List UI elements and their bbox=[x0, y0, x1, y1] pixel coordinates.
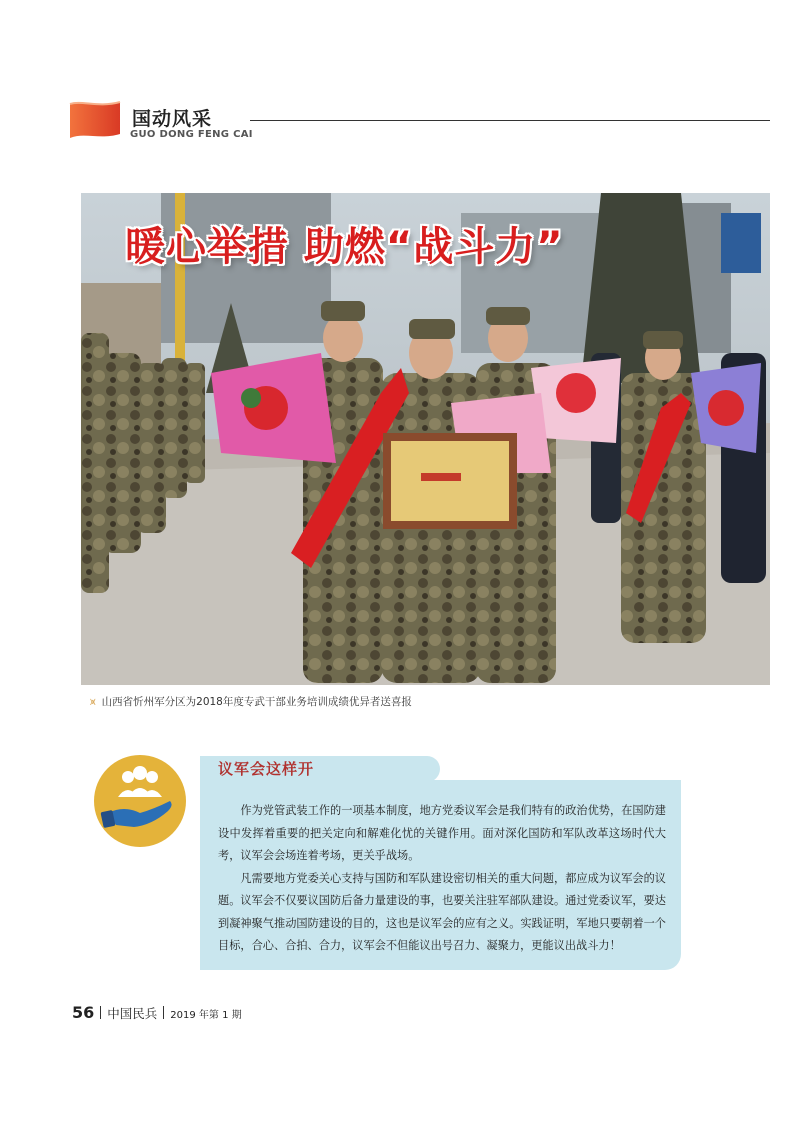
magazine-name: 中国民兵 bbox=[107, 1006, 158, 1021]
issue-label: 2019 年第 1 期 bbox=[170, 1010, 242, 1021]
group-in-hand-icon bbox=[94, 755, 186, 847]
photo-caption-text: 山西省忻州军分区为2018年度专武干部业务培训成绩优异者送喜报 bbox=[101, 696, 412, 708]
page-number: 56 bbox=[72, 1003, 95, 1022]
feature-paragraph: 凡需要地方党委关心支持与国防和军队建设密切相关的重大问题，都应成为议军会的议题。议军会不仅要议国防后备力量建设的事，也要关注驻军部队建设。通过党委议军，要达到凝神聚气推动国防建设的目的，这也是议军会的应有之义。实践证明，军地只要朝着一个目标，合心、合拍、合力，议军会不但能议出号召力、凝聚力，更能议出战斗力！ bbox=[218, 871, 666, 952]
feature-box-body bbox=[218, 800, 666, 958]
photo-caption bbox=[90, 694, 412, 709]
page-footer bbox=[72, 1003, 242, 1022]
header-divider bbox=[250, 120, 770, 121]
section-header bbox=[68, 98, 770, 146]
flag-logo-icon bbox=[68, 100, 122, 140]
double-chevron-up-icon: ⩙ bbox=[90, 697, 96, 708]
feature-paragraph: 作为党管武装工作的一项基本制度，地方党委议军会是我们特有的政治优势，在国防建设中发挥着重要的把关定向和解难化忧的关键作用。面对深化国防和军队改革这场时代大考，议军会会场连着考场，更关乎战场。 bbox=[218, 804, 666, 862]
feature-box-title: 议军会这样开 bbox=[218, 760, 315, 778]
section-title: 国动风采 bbox=[132, 108, 213, 130]
news-photo bbox=[81, 193, 770, 685]
photo-headline: 暖心举措 助燃“战斗力” bbox=[125, 224, 564, 270]
footer-divider bbox=[163, 1006, 164, 1019]
section-subtitle: GUO DONG FENG CAI bbox=[130, 129, 253, 140]
footer-divider bbox=[100, 1006, 101, 1019]
